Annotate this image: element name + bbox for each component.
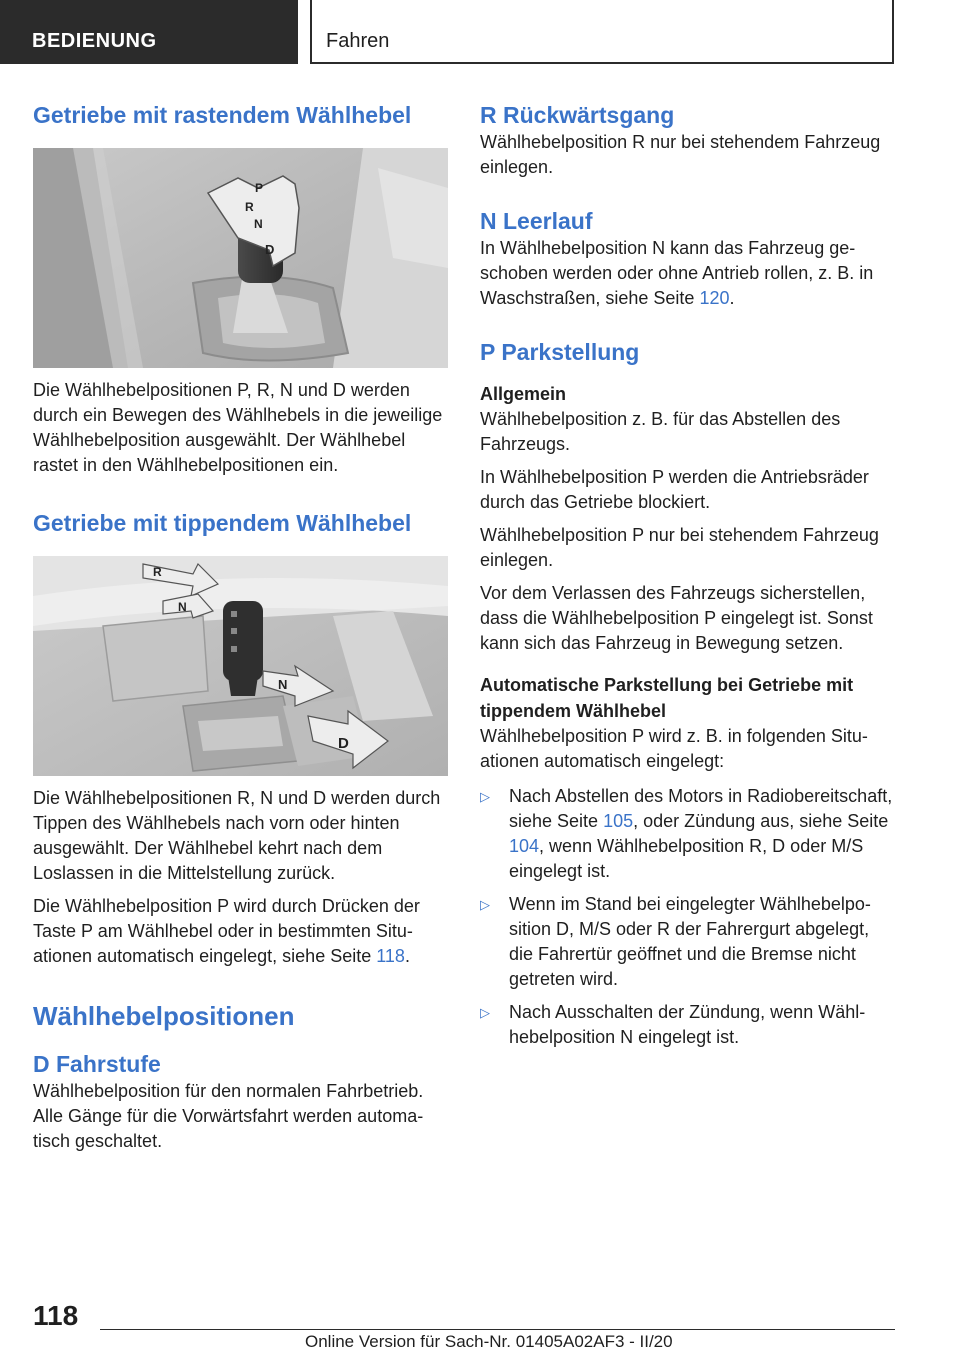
paragraph-r: Wählhebelposition R nur bei stehendem Fahrzeug einlegen.: [480, 132, 881, 177]
list-item: ▷ Nach Abstellen des Motors in Radiobereitschaft, siehe Seite 105, oder Zündung aus, siehe Seite 104, wenn Wählhebelposition R, D oder M/S eingelegt ist.: [480, 786, 893, 881]
paragraph-allgemein-4: Vor dem Verlassen des Fahrzeugs sicherstellen, dass die Wählhebelposition P eingelegt ist. Sonst kann sich das Fahrzeug in Bewegung setzen.: [480, 583, 873, 653]
page-link-118[interactable]: 118: [376, 946, 405, 966]
figure-tippend-gear-lever: [33, 556, 448, 776]
paragraph-allgemein-1: Wählhebelposition z. B. für das Abstellen des Fahrzeugs.: [480, 409, 841, 454]
footer-version-text: Online Version für Sach-Nr. 01405A02AF3 - II/20: [305, 1332, 673, 1351]
triangle-right-icon: ▷: [480, 897, 490, 912]
heading-positionen: Wählhebelpositionen: [33, 1001, 295, 1031]
heading-n-leerlauf: N Leerlauf: [480, 208, 593, 234]
chapter-tab: [310, 0, 894, 64]
heading-r-rueckwaertsgang: R Rückwärtsgang: [480, 102, 675, 128]
right-column: [480, 100, 898, 1058]
shift-label: R: [153, 565, 162, 579]
shift-label: D: [265, 242, 275, 257]
heading-allgemein: Allgemein: [480, 384, 567, 404]
paragraph-d: Wählhebelposition für den normalen Fahrbetrieb. Alle Gänge für die Vorwärtsfahrt werden automatisch geschaltet.: [33, 1081, 424, 1151]
chapter-title: Fahren: [326, 30, 390, 52]
paragraph-n: In Wählhebelposition N kann das Fahrzeug geschoben werden oder ohne Antrieb rollen, z. B. in Waschstraßen, siehe Seite 120.: [480, 238, 874, 308]
paragraph-allgemein-2: In Wählhebelposition P werden die Antriebsräder durch das Getriebe blockiert.: [480, 467, 869, 512]
heading-d-fahrstufe: D Fahrstufe: [33, 1051, 161, 1077]
paragraph-rastend: Die Wählhebelpositionen P, R, N und D werden durch ein Bewegen des Wählhebels in die jeweilige Wählhebelposition ausgewählt. Der Wählhebel rastet in den Wählhebelpositionen ein.: [33, 380, 443, 475]
heading-p-parkstellung: P Parkstellung: [480, 339, 640, 365]
triangle-right-icon: ▷: [480, 789, 490, 804]
figure-rastend-gear-lever: [33, 148, 448, 368]
bullet-list: [480, 784, 898, 1050]
shift-label: N: [254, 217, 263, 231]
shift-label: N: [178, 600, 187, 614]
paragraph-allgemein-3: Wählhebelposition P nur bei stehendem Fahrzeug einlegen.: [480, 525, 879, 570]
heading-tippend: Getriebe mit tippendem Wählhebel: [33, 510, 412, 536]
triangle-right-icon: ▷: [480, 1005, 490, 1020]
paragraph-automatisch: Wählhebelposition P wird z. B. in folgenden Situationen automatisch eingelegt:: [480, 726, 868, 771]
list-item: ▷ Wenn im Stand bei eingelegter Wählhebelposition D, M/S oder R der Fahrergurt abgelegt, die Fahrertür geöffnet und die Bremse nicht getreten wird.: [480, 894, 871, 989]
heading-rastend: Getriebe mit rastendem Wählhebel: [33, 102, 412, 128]
shift-label: D: [338, 735, 349, 752]
shift-label: P: [255, 181, 264, 195]
page-number: 118: [33, 1300, 79, 1331]
shift-label: R: [245, 200, 254, 214]
page-link-104[interactable]: 104: [509, 836, 540, 856]
shift-label: N: [278, 677, 288, 692]
page-link-105[interactable]: 105: [603, 811, 634, 831]
paragraph-tippend-2: Die Wählhebelposition P wird durch Drücken der Taste P am Wählhebel oder in bestimmten Situationen automatisch eingelegt, siehe Seite 118.: [33, 896, 420, 966]
paragraph-tippend-1: Die Wählhebelpositionen R, N und D werden durch Tippen des Wählhebels nach vorn oder hinten ausgewählt. Der Wählhebel kehrt nach dem Loslassen in die Mittelstellung zurück.: [33, 788, 441, 883]
heading-automatische-parkstellung: Automatische Parkstellung bei Getriebe mit tippendem Wählhebel: [480, 675, 854, 721]
section-title: BEDIENUNG: [32, 30, 157, 52]
left-column: [33, 100, 448, 1154]
page-link-120[interactable]: 120: [699, 288, 730, 308]
footer-divider: [100, 1329, 895, 1330]
list-item: ▷ Nach Ausschalten der Zündung, wenn Wählhebelposition N eingelegt ist.: [480, 1002, 866, 1047]
section-tab: [0, 0, 298, 64]
